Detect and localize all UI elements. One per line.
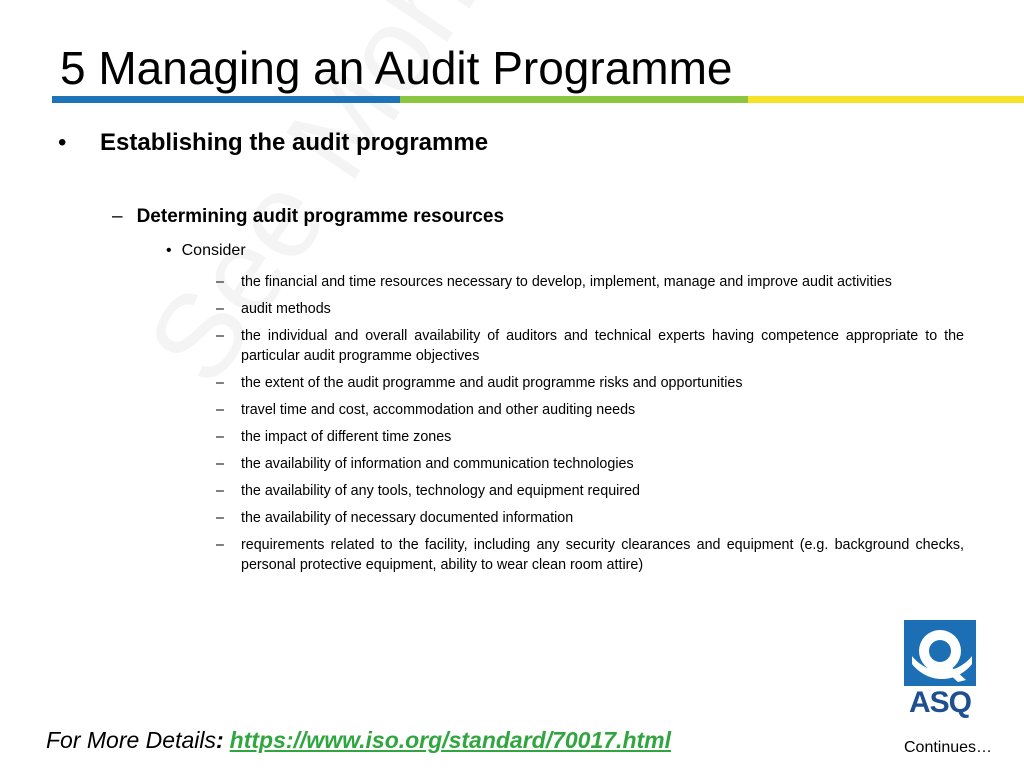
list-item (216, 272, 964, 292)
list-item-text: the impact of different time zones (241, 429, 452, 445)
consider-list (216, 272, 964, 582)
dash-icon: – (216, 328, 224, 344)
dash-icon: – (216, 274, 224, 290)
list-item (216, 481, 964, 501)
bar-segment-blue (52, 96, 400, 103)
dash-icon: – (112, 206, 123, 227)
dash-icon: – (216, 456, 224, 472)
list-item (216, 373, 964, 393)
list-item (216, 508, 964, 528)
list-item (216, 454, 964, 474)
more-details (46, 725, 671, 755)
dash-icon: – (216, 537, 224, 553)
list-item-text: audit methods (241, 301, 331, 317)
list-item (216, 535, 964, 575)
slide-title: 5 Managing an Audit Programme (60, 42, 733, 94)
list-item-text: the individual and overall availability of auditors and technical experts having competence appropriate to the particular audit programme objectives (241, 328, 964, 364)
level3-text: Consider (181, 242, 246, 259)
dash-icon: – (216, 375, 224, 391)
bar-segment-yellow (748, 96, 1024, 103)
level3-item (166, 240, 246, 262)
bar-segment-green (400, 96, 748, 103)
list-item (216, 400, 964, 420)
bullet-icon: • (58, 129, 67, 156)
asq-logo-text: ASQ (908, 686, 971, 719)
list-item (216, 427, 964, 447)
dash-icon: – (216, 429, 224, 445)
iso-standard-link[interactable]: https://www.iso.org/standard/70017.html (229, 727, 671, 753)
list-item (216, 326, 964, 366)
asq-q-logo-icon (904, 620, 976, 686)
more-details-colon: : (215, 727, 224, 753)
dash-icon: – (216, 510, 224, 526)
bullet-icon: • (166, 242, 172, 259)
dash-icon: – (216, 402, 224, 418)
list-item-text: requirements related to the facility, including any security clearances and equipment (e.g. background checks, personal protective equipment, ability to wear clean room attire) (241, 537, 964, 573)
asq-logo (904, 620, 976, 720)
list-item-text: the availability of necessary documented information (241, 510, 574, 526)
list-item-text: the availability of information and communication technologies (241, 456, 634, 472)
dash-icon: – (216, 483, 224, 499)
level2-item (112, 204, 504, 230)
list-item-text: the financial and time resources necessary to develop, implement, manage and improve audit activities (241, 274, 892, 290)
level1-text: Establishing the audit programme (100, 129, 489, 156)
dash-icon: – (216, 301, 224, 317)
list-item-text: the availability of any tools, technology and equipment required (241, 483, 640, 499)
continues-label: Continues… (904, 739, 993, 756)
list-item-text: travel time and cost, accommodation and other auditing needs (241, 402, 636, 418)
level2-text: Determining audit programme resources (136, 206, 505, 227)
title-underline-bar (52, 96, 1024, 103)
more-details-label: For More Details (46, 727, 216, 753)
list-item (216, 299, 964, 319)
list-item-text: the extent of the audit programme and audit programme risks and opportunities (241, 375, 743, 391)
